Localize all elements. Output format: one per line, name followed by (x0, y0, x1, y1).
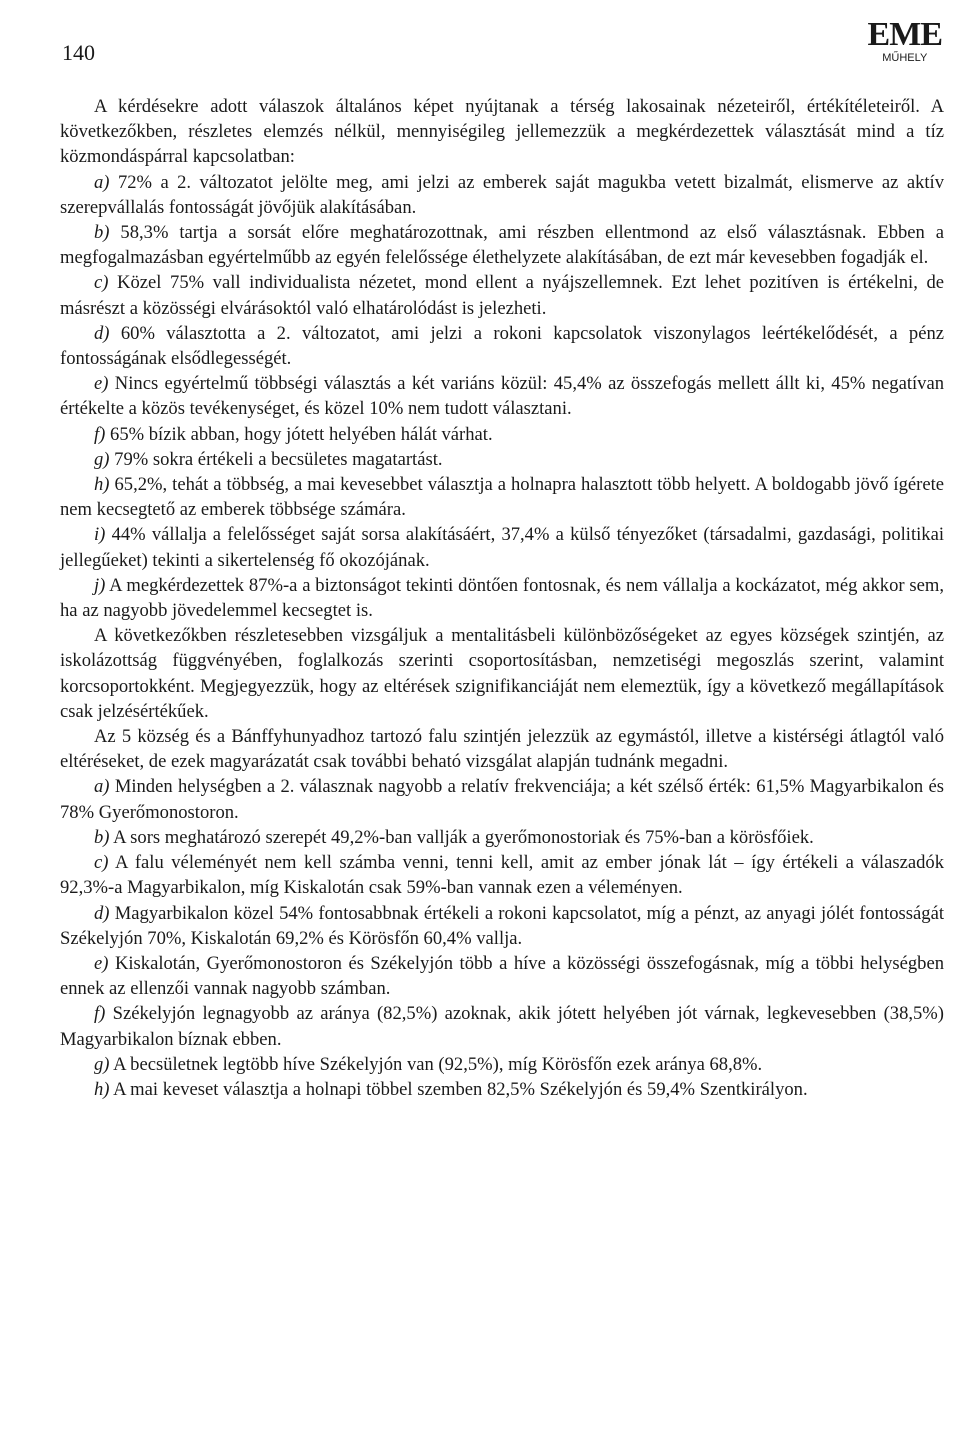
item-text: Közel 75% vall individualista nézetet, mond ellent a nyájszellemnek. Ezt lehet pozitíven is értékelni, de másrészt a közösségi elvárásoktól való elhatárolódást is jelezheti. (60, 272, 944, 319)
item-text: 65,2%, tehát a többség, a mai kevesebbet választja a holnapra halasztott több helyett. A boldogabb jövő ígérete nem kecsegtető az emberek többsége számára. (60, 474, 944, 521)
item-text: Magyarbikalon közel 54% fontosabbnak értékeli a rokoni kapcsolatot, míg a pénzt, az anyagi jólét fontosságát Székelyjón 70%, Kiskalotán 69,2% és Körösfőn 60,4% vallja. (60, 902, 945, 949)
paragraph-text: Az 5 község és a Bánffyhunyadhoz tartozó falu szintjén jelezzük az egymástól, illetve a kistérségi átlagtól való eltéréseket, de ezek magyarázatát csak további beható vizsgálat alapján tudnánk megadni. (60, 726, 944, 773)
item-label: f) (94, 1003, 106, 1025)
item-label: c) (94, 272, 109, 294)
item-text: Székelyjón legnagyobb az aránya (82,5%) azoknak, akik jótett helyében jót várnak, legkevesebben (38,5%) Magyarbikalon bíznak ebben. (60, 1003, 944, 1050)
list-item (60, 825, 944, 850)
item-label: b) (94, 222, 110, 244)
item-text: 79% sokra értékeli a becsületes magatartást. (114, 448, 443, 470)
item-text: Nincs egyértelmű többségi választás a két variáns közül: 45,4% az összefogás mellett állt ki, 45% negatívan értékelte a közös tevékenységet, és közel 10% nem tudott választani. (60, 373, 944, 420)
item-text: Minden helységben a 2. válasznak nagyobb a relatív frekvenciája; a két szélső érték: 61,5% Magyarbikalon és 78% Gyerőmonostoron. (60, 776, 944, 823)
item-label: e) (94, 373, 109, 395)
list-item (60, 573, 944, 623)
item-label: c) (94, 852, 109, 874)
item-label: f) (94, 423, 106, 445)
list-item (60, 422, 944, 447)
list-item (60, 1001, 944, 1051)
logo-mark: EME (867, 16, 942, 53)
item-label: g) (94, 448, 110, 470)
page-header (0, 0, 960, 90)
item-label: g) (94, 1053, 110, 1075)
list-item (60, 951, 944, 1001)
list-item (60, 1077, 944, 1102)
item-label: h) (94, 1078, 110, 1100)
list-item (60, 901, 944, 951)
item-label: a) (94, 171, 110, 193)
paragraph-text: A kérdésekre adott válaszok általános képet nyújtanak a térség lakosainak nézeteiről, értékítéleteiről. A következőkben, részletes elemzés nélkül, mennyiségileg jellemezzük a megkérdezettek választását mind a tíz közmondáspárral kapcsolatban: (60, 96, 944, 168)
list-item (60, 472, 944, 522)
item-label: a) (94, 776, 110, 798)
item-label: j) (94, 574, 106, 596)
item-text: 58,3% tartja a sorsát előre meghatározottnak, ami részben ellentmond az első választásnak. Ebben a megfogalmazásban egyértelműbb az egyén felelőssége élethelyzete alakításában, de ezt már kevesebben fogadják el. (60, 222, 944, 269)
item-label: d) (94, 322, 110, 344)
body-text (60, 94, 944, 1102)
item-label: b) (94, 826, 110, 848)
item-text: 72% a 2. változatot jelölte meg, ami jelzi az emberek saját magukba vetett bizalmát, elismerve az aktív szerepvállalás fontosságát jövőjük alakításában. (60, 171, 944, 218)
list-item (60, 321, 944, 371)
item-text: A falu véleményét nem kell számba venni, tenni kell, amit az ember jónak lát – így értékeli a válaszadók 92,3%-a Magyarbikalon, míg Kiskalotán csak 59%-ban vannak ezen a véleményen. (60, 852, 944, 899)
list-item (60, 170, 944, 220)
list-item (60, 522, 944, 572)
item-text: 60% választotta a 2. változatot, ami jelzi a rokoni kapcsolatok viszonylagos leértékelődését, a pénz fontosságának elsődlegességét. (60, 322, 944, 370)
paragraph (60, 623, 944, 724)
list-item (60, 270, 944, 320)
item-text: A mai keveset választja a holnapi többel szemben 82,5% Székelyjón és 59,4% Szentkirályon. (113, 1078, 808, 1100)
item-text: Kiskalotán, Gyerőmonostoron és Székelyjón több a híve a közösségi összefogásnak, míg a többi helységben ennek az ellenzői vannak nagyobb számban. (60, 952, 944, 1000)
list-item (60, 220, 944, 270)
list-item (60, 774, 944, 824)
item-label: h) (94, 474, 110, 496)
item-text: 44% vállalja a felelősséget saját sorsa alakításáért, 37,4% a külső tényezőket (társadalmi, gazdasági, politikai jellegűeket) tekinti a sikertelenség fő okozójának. (60, 524, 944, 571)
item-text: A sors meghatározó szerepét 49,2%-ban vallják a gyerőmonostoriak és 75%-ban a körösfőiek. (113, 826, 814, 848)
item-label: d) (94, 902, 110, 924)
item-label: i) (94, 524, 106, 546)
item-text: A megkérdezettek 87%-a a biztonságot tekinti döntően fontosnak, és nem vállalja a kockázatot, még akkor sem, ha az nagyobb jövedelemmel kecsegtet is. (60, 574, 944, 622)
list-item (60, 1052, 944, 1077)
item-text: A becsületnek legtöbb híve Székelyjón van (92,5%), míg Körösfőn ezek aránya 68,8%. (113, 1053, 763, 1075)
paragraph (60, 724, 944, 774)
logo-subtext: MŰHELY (882, 52, 928, 64)
list-item (60, 447, 944, 472)
item-text: 65% bízik abban, hogy jótett helyében hálát várhat. (110, 423, 493, 445)
publisher-logo (868, 18, 942, 64)
item-label: e) (94, 952, 109, 974)
page-number: 140 (62, 40, 95, 65)
list-item (60, 850, 944, 900)
list-item (60, 371, 944, 421)
paragraph (60, 94, 944, 170)
paragraph-text: A következőkben részletesebben vizsgáljuk a mentalitásbeli különbözőségeket az egyes községek szintjén, az iskolázottság függvényében, foglalkozás szerinti csoportosításban, nemzetiségi megoszlás szerint, valamint korcsoportokként. Megjegyezzük, hogy az eltérések szignifikanciáját nem elemeztük, így a következő megállapítások csak jelzésértékűek. (60, 625, 944, 722)
